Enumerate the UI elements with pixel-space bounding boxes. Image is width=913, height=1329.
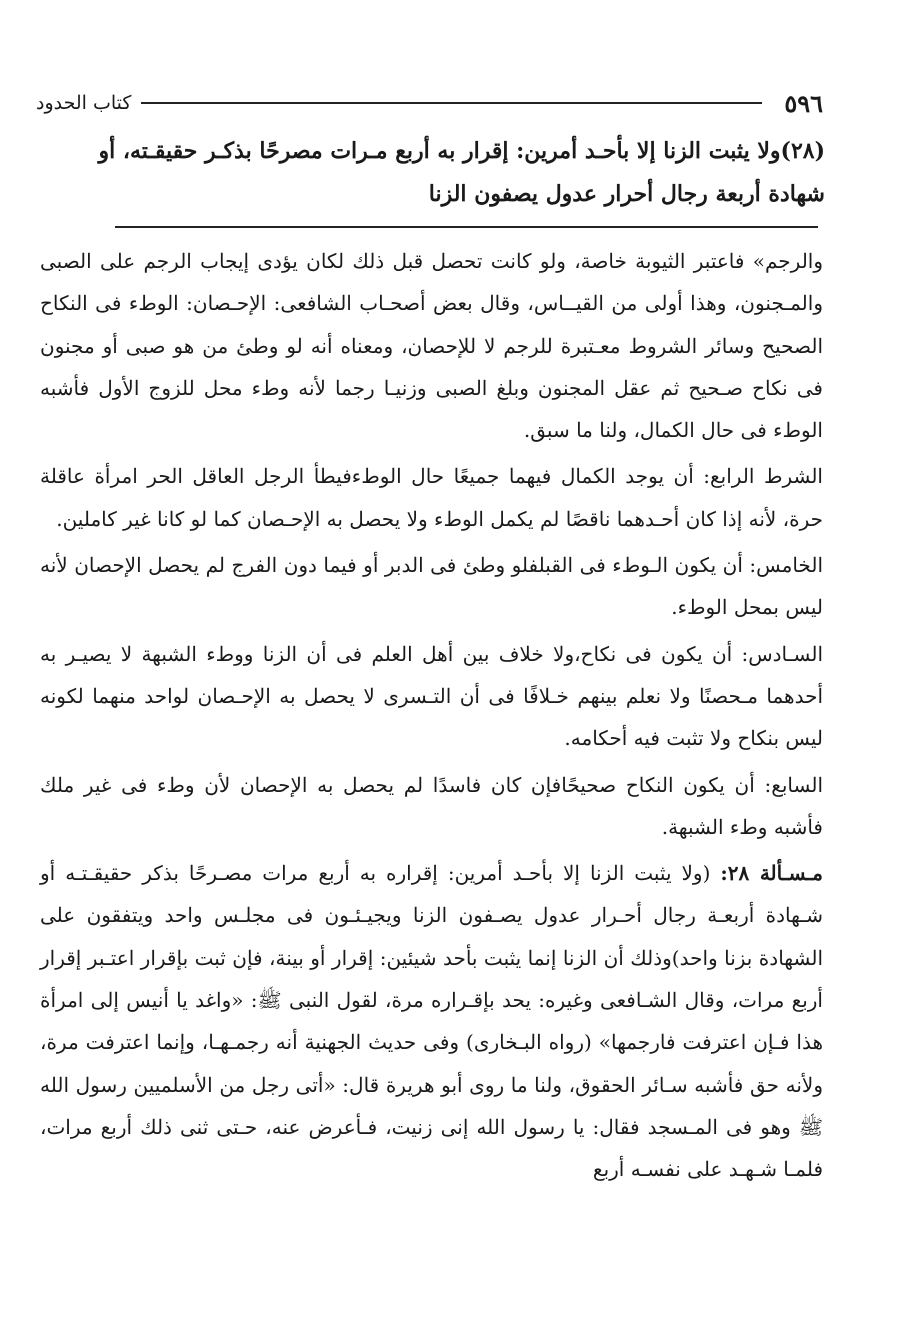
- paragraph-condition-5: الخامس: أن يكون الـوطء فى القبلفلو وطئ فى الدبر أو فيما دون الفرج لم يحصل الإحصان لأنه ليس بمحل الوطء.: [40, 553, 823, 620]
- issue-line-1: (٢٨)ولا يثبت الزنا إلا بأحـد أمرين: إقرار به أربع مـرات مصرحًا بذكـر حقيقـته، أو: [98, 138, 825, 164]
- commentary-body: [40, 240, 823, 1191]
- paragraph-condition-4: الشرط الرابع: أن يوجد الكمال فيهما جميعًا حال الوطءفيطأ الرجل العاقل الحر امرأة عاقلة حرة، لأنه إذا كان أحـدهما ناقصًا لم يكمل الوطء ولا يحصل به الإحـصان كما لو كانا غير كاملين.: [40, 464, 823, 531]
- masala-heading: مـسـألة ٢٨:: [720, 861, 823, 886]
- header-rule: [141, 102, 762, 104]
- running-title: كتاب الحدود: [36, 92, 132, 114]
- section-divider: [115, 226, 818, 228]
- issue-line-2: شهادة أربعة رجال أحرار عدول يصفون الزنا: [428, 181, 825, 207]
- page-header: [36, 86, 823, 120]
- page-number: ٥٩٦: [784, 88, 823, 118]
- paragraph-masala-28: [40, 852, 823, 1190]
- paragraph-ihsan-view: والرجم» فاعتبر الثيوبة خاصة، ولو كانت تحصل قبل ذلك لكان يؤدى إيجاب الرجم على الصبى والمـجنون، وهذا أولى من القيــاس، وقال بعض أصحـاب الشافعى: الإحـصان: الوطء فى النكاح الصحيح وسائر الشروط معـتبرة للرجم لا للإحصان، ومعناه أنه لو وطئ من هو صبى أو مجنون فى نكاح صـحيح ثم عقل المجنون وبلغ الصبى وزنيـا رجما لأنه وطء محل للزوج الأول فأشبه الوطء فى حال الكمال، ولنا ما سبق.: [40, 249, 823, 443]
- masala-text: (ولا يثبت الزنا إلا بأحـد أمرين: إقراره به أربع مرات مصـرحًا بذكر حقيقـتـه أو شـهادة أربعـة رجال أحـرار عدول يصـفون الزنا ويجيـئـون فى مجلـس واحد ويتفقون على الشهادة بزنا واحد)وذلك أن الزنا إنما يثبت بأحد شيئين: إقرار أو بينة، فإن ثبت بإقرار اعتـبر إقرار أربع مرات، وقال الشـافعى وغيره: يحد بإقـراره مرة، لقول النبى ﷺ: «واغد يا أنيس إلى امرأة هذا فـإن اعترفت فارجمها» (رواه البـخارى) وفى حديث الجهنية أنه رجمـهـا، وإنما اعترفت مرة، ولأنه حق فأشبه سـائر الحقوق، ولنا ما روى أبو هريرة قال: «أتى رجل من الأسلميين رسول الله ﷺ وهو فى المـسجد فقال: يا رسول الله إنى زنيت، فـأعرض عنه، حـتى ثنى ذلك أربع مرات، فلمـا شـهـد على نفسـه أربع: [40, 861, 823, 1182]
- paragraph-condition-7: السابع: أن يكون النكاح صحيحًافإن كان فاسدًا لم يحصل به الإحصان لأن وطء فى غير ملك فأشبه وطء الشبهة.: [40, 772, 823, 839]
- issue-statement: [40, 130, 825, 216]
- paragraph-condition-6: السـادس: أن يكون فى نكاح،ولا خلاف بين أهل العلم فى أن الزنا ووطء الشبهة لا يصيـر به أحدهما مـحصنًا ولا نعلم بينهم خـلافًا فى أن التـسرى لا يحصل به الإحـصان لواحد منهما لكونه ليس بنكاح ولا تثبت فيه أحكامه.: [40, 641, 824, 751]
